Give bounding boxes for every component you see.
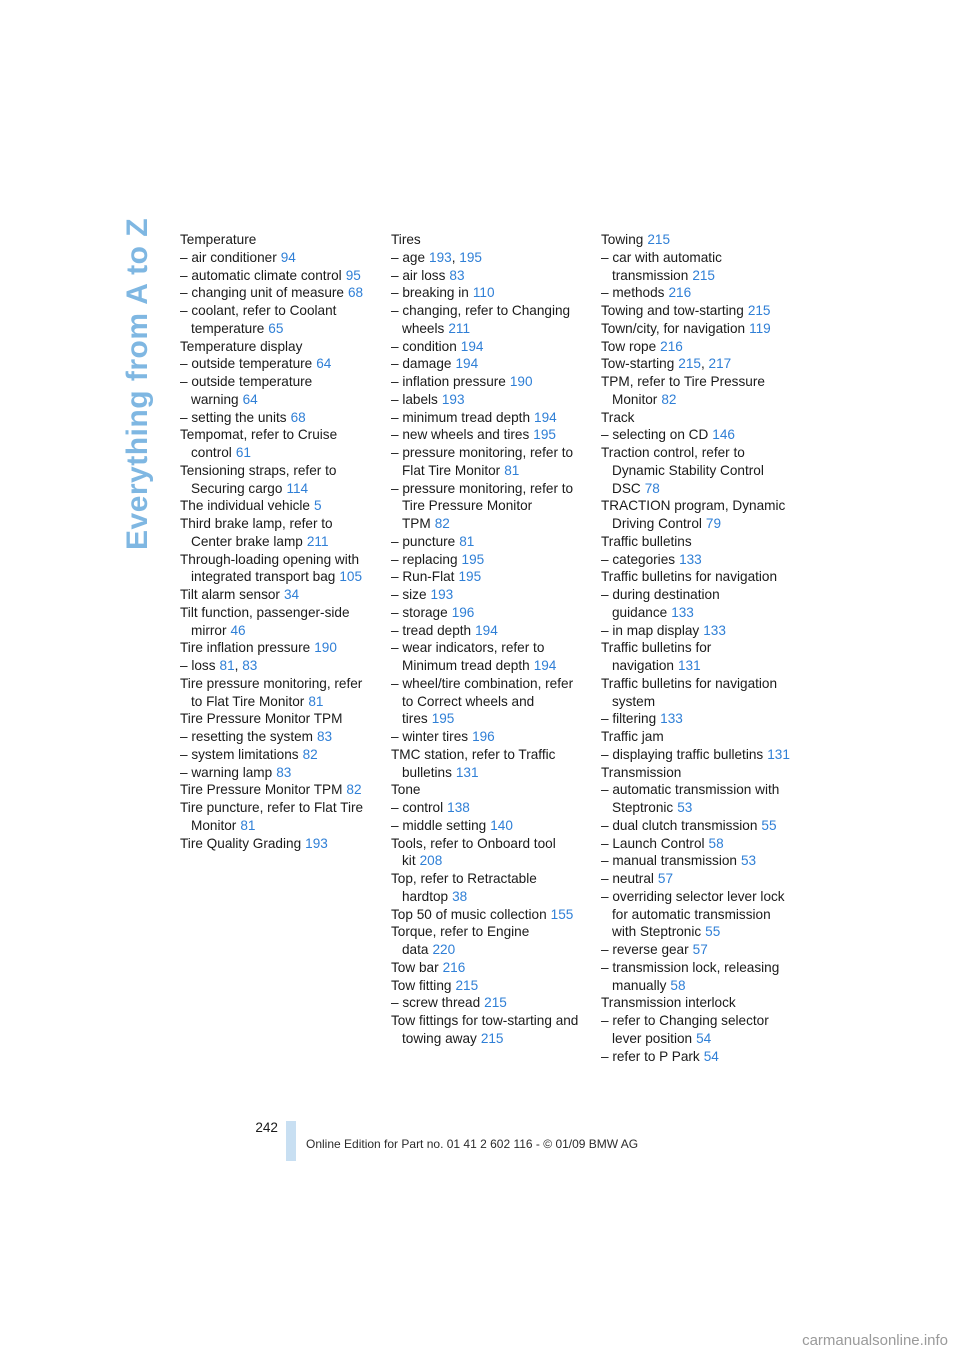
- index-entry-text: Through-loading opening with integrated transport bag: [180, 551, 360, 585]
- page-reference-link[interactable]: 155: [550, 906, 574, 922]
- page-reference-link[interactable]: 114: [286, 480, 309, 496]
- index-entry-text: – warning lamp: [180, 764, 273, 780]
- page-reference-link[interactable]: 34: [283, 587, 300, 602]
- index-entry-text: – setting the units: [180, 409, 287, 425]
- index-entry-text: TPM, refer to Tire Pressure Monitor: [601, 374, 765, 407]
- index-entry: [391, 746, 583, 782]
- index-entry: [601, 586, 793, 622]
- index-entry-text: Temperature: [180, 232, 257, 247]
- index-entry: [180, 710, 372, 728]
- index-entry: [391, 355, 583, 373]
- index-entry-text: – changing, refer to Changing wheels: [391, 303, 571, 336]
- index-entry-text: – control: [391, 800, 444, 815]
- index-entry: [180, 355, 372, 373]
- index-entry-text: – air conditioner: [180, 249, 277, 265]
- index-entry-text: – breaking in: [391, 285, 469, 301]
- index-entry: [391, 639, 583, 675]
- index-entry-text: Tow fitting: [391, 977, 452, 993]
- index-entry-text: Tire puncture, refer to Flat Tire Monitor: [180, 800, 364, 833]
- page-reference-link[interactable]: 82: [661, 391, 677, 407]
- page-reference-link[interactable]: 216: [660, 338, 683, 354]
- index-entry-text: – neutral: [601, 871, 654, 886]
- page-reference-link[interactable]: 133: [660, 711, 683, 727]
- index-entry-text: Tone: [391, 782, 421, 798]
- index-entry: [601, 426, 793, 444]
- page-reference-link[interactable]: 83: [316, 729, 333, 744]
- page-reference-link[interactable]: 81: [459, 533, 475, 549]
- index-entry-text: – size: [391, 587, 427, 602]
- index-entry: [180, 604, 372, 640]
- index-entry: [391, 959, 583, 977]
- page-ref-separator: ,: [700, 356, 709, 372]
- index-entry: [601, 249, 793, 285]
- index-entry-text: Tensioning straps, refer to Securing cargo: [180, 462, 337, 496]
- index-entry-text: – Launch Control: [601, 835, 705, 851]
- page-reference-link[interactable]: 131: [677, 658, 701, 673]
- page-reference-link[interactable]: 54: [696, 1030, 712, 1046]
- page-reference-link[interactable]: 196: [472, 729, 495, 744]
- index-entry: [391, 586, 583, 604]
- index-entry-text: – pressure monitoring, refer to Tire Pressure Monitor TPM: [391, 480, 574, 531]
- index-entry-text: Temperature display: [180, 338, 303, 354]
- index-entry-text: – categories: [601, 551, 676, 567]
- index-entry-text: – coolant, refer to Coolant temperature: [180, 303, 337, 336]
- index-entry: [391, 267, 583, 285]
- index-entry-text: – displaying traffic bulletins: [601, 746, 764, 762]
- page-reference-link[interactable]: 68: [290, 409, 306, 425]
- page-reference-link[interactable]: 195: [431, 711, 455, 727]
- index-entry-text: – middle setting: [391, 817, 487, 833]
- watermark: carmanualsonline.info: [802, 1332, 948, 1349]
- page-reference-link[interactable]: 58: [670, 977, 686, 993]
- index-entry: [601, 533, 793, 551]
- page-reference-link[interactable]: 193: [430, 587, 454, 602]
- index-entry-text: – tread depth: [391, 622, 472, 638]
- index-entry: [180, 835, 372, 853]
- index-entry: [391, 799, 583, 817]
- index-entry-text: – dual clutch transmission: [601, 817, 758, 833]
- index-entry: [601, 284, 793, 302]
- index-entry: [391, 870, 583, 906]
- page-reference-link[interactable]: 82: [434, 516, 450, 531]
- index-entry-text: – inflation pressure: [391, 374, 506, 389]
- index-entry: [180, 639, 372, 657]
- index-entry-text: – refer to Changing selector lever position: [601, 1013, 769, 1046]
- index-entry-text: Top 50 of music collection: [391, 906, 547, 922]
- index-entry-text: – manual transmission: [601, 853, 737, 869]
- index-entry: [180, 657, 372, 675]
- page-reference-link[interactable]: 215: [678, 356, 701, 372]
- index-entry: [601, 675, 793, 711]
- page-reference-link[interactable]: 217: [708, 356, 732, 372]
- page-reference-link[interactable]: 54: [703, 1048, 719, 1064]
- index-entry-text: Tow bar: [391, 959, 439, 975]
- index-entry: [601, 1048, 793, 1066]
- index-entry: [180, 302, 372, 338]
- page-reference-link[interactable]: 190: [509, 374, 533, 389]
- index-entry: [391, 781, 583, 799]
- page-reference-link[interactable]: 110: [472, 285, 495, 301]
- index-entry: [601, 231, 793, 249]
- index-entry-text: – in map display: [601, 622, 700, 638]
- page-reference-link[interactable]: 81: [308, 693, 324, 709]
- section-side-title: Everything from A to Z: [121, 217, 154, 550]
- index-entry: [391, 338, 583, 356]
- index-entry-text: The individual vehicle: [180, 498, 310, 514]
- index-entry-text: Tilt function, passenger-side mirror: [180, 604, 350, 638]
- page-reference-link[interactable]: 131: [767, 746, 790, 762]
- index-entry: [601, 941, 793, 959]
- index-entry: [601, 373, 793, 409]
- index-entry: [391, 249, 583, 267]
- index-entry: [180, 284, 372, 302]
- index-entry: [601, 338, 793, 356]
- index-entry: [601, 888, 793, 941]
- index-entry-text: Tire Quality Grading: [180, 835, 302, 851]
- index-entry-text: – puncture: [391, 533, 456, 549]
- index-entry: [391, 231, 583, 249]
- index-entry-text: Tires: [391, 232, 421, 247]
- index-entry-text: TRACTION program, Dynamic Driving Control: [601, 498, 786, 531]
- index-entry-text: – automatic transmission with Steptronic: [601, 782, 780, 815]
- index-entry-text: – selecting on CD: [601, 427, 709, 443]
- index-entry-text: – loss: [180, 658, 216, 673]
- index-entry: [180, 338, 372, 356]
- index-entry: [601, 764, 793, 782]
- page-reference-link[interactable]: 208: [419, 853, 443, 869]
- index-entry: [391, 426, 583, 444]
- page-reference-link[interactable]: 215: [455, 977, 479, 993]
- index-entry: [180, 231, 372, 249]
- index-entry: [601, 320, 793, 338]
- index-entry: [601, 710, 793, 728]
- index-entry: [180, 764, 372, 782]
- index-entry: [180, 675, 372, 711]
- index-entry-text: – car with automatic transmission: [601, 249, 722, 283]
- index-entry-text: – reverse gear: [601, 942, 689, 957]
- page-reference-link[interactable]: 95: [345, 267, 361, 283]
- index-entry: [601, 639, 793, 675]
- index-entry: [180, 728, 372, 746]
- index-entry: [391, 604, 583, 622]
- index-entry-text: – methods: [601, 285, 665, 301]
- index-entry: [601, 1012, 793, 1048]
- index-entry: [601, 994, 793, 1012]
- index-entry-text: – screw thread: [391, 995, 481, 1011]
- index-entry: [601, 959, 793, 995]
- page-reference-link[interactable]: 94: [280, 249, 296, 265]
- page-reference-link[interactable]: 140: [490, 817, 513, 833]
- index-entry: [391, 533, 583, 551]
- index-entry: [601, 835, 793, 853]
- page-reference-link[interactable]: 83: [276, 764, 292, 780]
- index-entry: [180, 515, 372, 551]
- page-reference-link[interactable]: 194: [533, 658, 557, 673]
- page-reference-link[interactable]: 195: [461, 551, 485, 567]
- page-reference-link[interactable]: 196: [451, 604, 475, 620]
- index-entry-text: Tow-starting: [601, 356, 675, 372]
- index-entry-text: – transmission lock, releasing manually: [601, 959, 780, 993]
- index-entry: [601, 746, 793, 764]
- index-entry-text: – resetting the system: [180, 729, 313, 744]
- page-reference-link[interactable]: 133: [703, 622, 726, 638]
- page-reference-link[interactable]: 64: [316, 356, 332, 372]
- index-entry-text: – minimum tread depth: [391, 409, 531, 425]
- page-reference-link[interactable]: 146: [712, 427, 735, 443]
- page-reference-link[interactable]: 57: [657, 871, 674, 886]
- page-reference-link[interactable]: 193: [429, 249, 452, 265]
- index-entry: [391, 551, 583, 569]
- page-reference-link[interactable]: 194: [534, 409, 557, 425]
- page-reference-link[interactable]: 81: [240, 817, 256, 833]
- index-entry: [391, 409, 583, 427]
- page-reference-link[interactable]: 216: [442, 959, 466, 975]
- index-entry-text: Track: [601, 409, 635, 425]
- index-entry: [391, 994, 583, 1012]
- page-reference-link[interactable]: 83: [242, 658, 258, 673]
- page-reference-link[interactable]: 193: [305, 835, 328, 851]
- index-entry-text: – outside temperature warning: [180, 374, 313, 407]
- index-entry-text: Towing: [601, 232, 644, 247]
- index-entry: [180, 426, 372, 462]
- index-entry-text: Towing and tow-starting: [601, 303, 744, 318]
- page-reference-link[interactable]: 190: [314, 640, 337, 656]
- page-reference-link[interactable]: 53: [677, 800, 693, 815]
- index-entry: [180, 799, 372, 835]
- index-entry: [180, 409, 372, 427]
- page-reference-link[interactable]: 65: [268, 320, 284, 336]
- index-entry: [180, 462, 372, 498]
- index-entry-text: – age: [391, 249, 426, 265]
- page-reference-link[interactable]: 215: [484, 995, 507, 1011]
- index-entry: [601, 728, 793, 746]
- index-entry-text: Traffic bulletins: [601, 533, 692, 549]
- page-reference-link[interactable]: 194: [455, 356, 479, 372]
- index-entry-text: Tire pressure monitoring, refer to Flat Tire Monitor: [180, 675, 363, 709]
- index-entry-text: Traction control, refer to Dynamic Stability Control DSC: [601, 445, 764, 496]
- page-reference-link[interactable]: 133: [679, 551, 702, 567]
- page-reference-link[interactable]: 133: [671, 604, 694, 620]
- index-entry-text: – outside temperature: [180, 356, 313, 372]
- index-entry: [391, 817, 583, 835]
- index-entry-text: Transmission: [601, 764, 682, 780]
- index-entry-text: – winter tires: [391, 729, 469, 744]
- index-entry: [180, 249, 372, 267]
- index-column-3: [601, 231, 793, 1065]
- page-reference-link[interactable]: 195: [459, 249, 482, 265]
- index-entry: [601, 852, 793, 870]
- index-entry-text: – wheel/tire combination, refer to Correct wheels and tires: [391, 675, 574, 727]
- index-entry: [391, 622, 583, 640]
- page-ref-separator: ,: [451, 249, 460, 265]
- page-reference-link[interactable]: 215: [692, 267, 715, 283]
- index-entry-text: – overriding selector lever lock for automatic transmission with Steptronic: [601, 888, 785, 940]
- page-reference-link[interactable]: 215: [480, 1030, 504, 1046]
- footer-edition-text: Online Edition for Part no. 01 41 2 602 116 - © 01/09 BMW AG: [306, 1137, 639, 1151]
- index-entry: [601, 409, 793, 427]
- index-entry-text: Tire inflation pressure: [180, 640, 311, 656]
- page-reference-link[interactable]: 211: [448, 320, 470, 336]
- index-entry: [601, 551, 793, 569]
- page-reference-link[interactable]: 5: [313, 498, 322, 514]
- index-entry-text: Tools, refer to Onboard tool kit: [391, 835, 556, 869]
- index-entry-text: – wear indicators, refer to Minimum tread depth: [391, 640, 545, 673]
- page-reference-link[interactable]: 215: [747, 303, 771, 318]
- page-reference-link[interactable]: 211: [306, 533, 329, 549]
- index-entry-text: Tire Pressure Monitor TPM: [180, 782, 343, 798]
- index-entry-text: – labels: [391, 391, 438, 407]
- page-number: 242: [255, 1120, 278, 1135]
- index-entry: [391, 728, 583, 746]
- page-reference-link[interactable]: 215: [647, 232, 671, 247]
- index-entry: [391, 480, 583, 533]
- page-reference-link[interactable]: 216: [668, 285, 692, 301]
- page-reference-link[interactable]: 81: [504, 462, 520, 478]
- index-entry: [391, 302, 583, 338]
- page-reference-link[interactable]: 195: [458, 569, 482, 585]
- page-reference-link[interactable]: 57: [692, 942, 708, 957]
- index-entry-text: – storage: [391, 604, 448, 620]
- index-column-2: [391, 231, 583, 1048]
- index-entry: [391, 923, 583, 959]
- index-entry: [601, 817, 793, 835]
- page-reference-link[interactable]: 82: [302, 746, 318, 762]
- index-entry-text: – automatic climate control: [180, 267, 342, 283]
- index-entry: [601, 781, 793, 817]
- index-entry: [180, 781, 372, 799]
- page-reference-link[interactable]: 55: [761, 817, 777, 833]
- index-column-1: [180, 231, 372, 852]
- page-reference-link[interactable]: 193: [441, 391, 465, 407]
- index-entry-text: Tow fittings for tow-starting and towing away: [391, 1013, 579, 1046]
- index-entry-text: – condition: [391, 338, 457, 354]
- page-reference-link[interactable]: 82: [346, 782, 362, 798]
- index-entry-text: – during destination guidance: [601, 587, 720, 620]
- index-entry: [601, 568, 793, 586]
- page-reference-link[interactable]: 194: [460, 338, 484, 354]
- index-entry: [601, 444, 793, 497]
- index-entry: [601, 497, 793, 533]
- index-entry-text: Traffic bulletins for navigation: [601, 640, 712, 673]
- index-entry-text: Top, refer to Retractable hardtop: [391, 871, 537, 904]
- index-entry-text: Traffic jam: [601, 729, 664, 744]
- index-entry: [180, 551, 372, 587]
- page-reference-link[interactable]: 195: [533, 427, 556, 443]
- index-entry: [391, 568, 583, 586]
- index-entry: [601, 355, 793, 373]
- page-reference-link[interactable]: 53: [741, 853, 757, 869]
- index-entry-text: Third brake lamp, refer to Center brake lamp: [180, 516, 333, 549]
- page-reference-link[interactable]: 119: [749, 320, 771, 336]
- page-reference-link[interactable]: 46: [230, 622, 246, 638]
- page-reference-link[interactable]: 64: [242, 391, 258, 407]
- index-entry-text: – pressure monitoring, refer to Flat Tire Monitor: [391, 445, 574, 478]
- index-entry-text: Tilt alarm sensor: [180, 587, 280, 602]
- index-entry: [180, 373, 372, 409]
- index-entry: [180, 746, 372, 764]
- index-entry: [391, 835, 583, 871]
- index-entry-text: Tow rope: [601, 338, 657, 354]
- page-reference-link[interactable]: 55: [705, 924, 721, 940]
- index-entry: [180, 497, 372, 515]
- footer-accent-bar: [286, 1121, 296, 1161]
- index-entry-text: Town/city, for navigation: [601, 320, 746, 336]
- index-entry: [601, 302, 793, 320]
- page-reference-link[interactable]: 138: [447, 800, 470, 815]
- page-reference-link[interactable]: 220: [432, 942, 456, 957]
- index-entry-text: – damage: [391, 356, 452, 372]
- page-reference-link[interactable]: 78: [644, 480, 660, 496]
- page-reference-link[interactable]: 81: [219, 658, 235, 673]
- page-ref-separator: ,: [234, 658, 243, 673]
- index-entry-text: Tire Pressure Monitor TPM: [180, 711, 343, 727]
- index-entry-text: – system limitations: [180, 746, 299, 762]
- page-reference-link[interactable]: 83: [449, 267, 465, 283]
- index-entry-text: TMC station, refer to Traffic bulletins: [391, 746, 556, 780]
- page-reference-link[interactable]: 194: [475, 622, 498, 638]
- page-reference-link[interactable]: 38: [452, 888, 468, 904]
- index-entry-text: – replacing: [391, 551, 458, 567]
- index-entry-text: – filtering: [601, 711, 657, 727]
- index-entry: [391, 284, 583, 302]
- index-entry: [391, 373, 583, 391]
- index-entry-text: Transmission interlock: [601, 995, 736, 1011]
- index-entry-text: – Run-Flat: [391, 569, 455, 585]
- index-entry: [391, 906, 583, 924]
- index-entry-text: Tempomat, refer to Cruise control: [180, 427, 338, 460]
- index-entry: [601, 870, 793, 888]
- index-entry: [391, 1012, 583, 1048]
- index-entry-text: – air loss: [391, 267, 446, 283]
- index-entry: [180, 267, 372, 285]
- index-entry-text: – changing unit of measure: [180, 285, 344, 301]
- index-entry-text: – new wheels and tires: [391, 427, 530, 443]
- index-entry: [391, 977, 583, 995]
- page-reference-link[interactable]: 105: [339, 569, 363, 585]
- page-reference-link[interactable]: 68: [348, 285, 364, 301]
- page-reference-link[interactable]: 58: [708, 835, 724, 851]
- page-reference-link[interactable]: 79: [705, 516, 722, 531]
- index-entry: [391, 675, 583, 728]
- index-entry-text: Torque, refer to Engine data: [391, 924, 530, 957]
- index-entry: [391, 391, 583, 409]
- index-entry: [180, 586, 372, 604]
- page-reference-link[interactable]: 61: [235, 445, 251, 460]
- index-entry-text: – refer to P Park: [601, 1048, 700, 1064]
- index-entry: [601, 622, 793, 640]
- page-reference-link[interactable]: 131: [455, 764, 479, 780]
- index-entry: [391, 444, 583, 480]
- index-entry-text: Traffic bulletins for navigation system: [601, 675, 778, 709]
- index-entry-text: Traffic bulletins for navigation: [601, 569, 778, 585]
